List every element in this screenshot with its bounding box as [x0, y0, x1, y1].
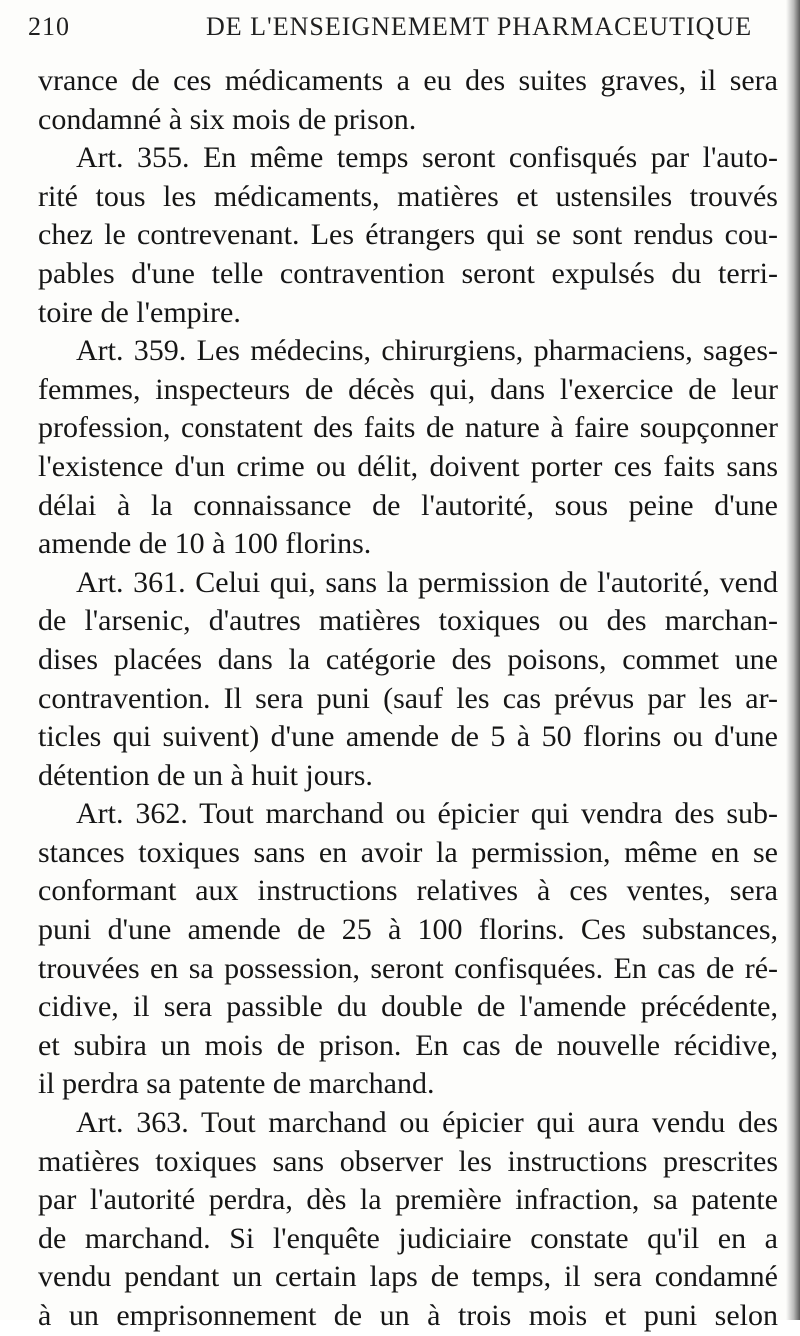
- text-line: puni d'une amende de 25 à 100 florins. Ces substances,: [38, 913, 778, 947]
- text-line: condamné à six mois de prison.: [38, 102, 417, 136]
- text-line: amende de 10 à 100 florins.: [38, 527, 372, 561]
- text-line: Art. 363. Tout marchand ou épicier qui aura vendu des: [76, 1106, 778, 1140]
- text-line: conformant aux instructions relatives à ces ventes, sera: [38, 874, 778, 908]
- text-line: rité tous les médicaments, matières et ustensiles trouvés: [38, 179, 778, 213]
- text-line: il perdra sa patente de marchand.: [38, 1067, 435, 1101]
- text-line: femmes, inspecteurs de décès qui, dans l'exercice de leur: [38, 372, 778, 406]
- text-line: par l'autorité perdra, dès la première infraction, sa patente: [38, 1183, 778, 1217]
- text-line: Art. 359. Les médecins, chirurgiens, pharmaciens, sages-: [76, 334, 778, 368]
- text-line: à un emprisonnement de un à trois mois et puni selon: [38, 1299, 778, 1332]
- text-line: Art. 362. Tout marchand ou épicier qui vendra des sub-: [76, 797, 778, 831]
- text-line: vrance de ces médicaments a eu des suites graves, il sera: [38, 64, 778, 97]
- page-edge-shadow: [786, 0, 800, 1320]
- text-line: ticles qui suivent) d'une amende de 5 à 50 florins ou d'une: [38, 720, 778, 754]
- text-line: chez le contrevenant. Les étrangers qui se sont rendus cou-: [38, 218, 778, 252]
- text-line: Art. 355. En même temps seront confisqués par l'auto-: [76, 141, 778, 175]
- text-line: et subira un mois de prison. En cas de nouvelle récidive,: [38, 1028, 778, 1062]
- text-line: l'existence d'un crime ou délit, doivent porter ces faits sans: [38, 449, 778, 483]
- text-line: toire de l'empire.: [38, 295, 241, 329]
- text-line: délai à la connaissance de l'autorité, sous peine d'une: [38, 488, 778, 522]
- text-line: pables d'une telle contravention seront expulsés du terri-: [38, 256, 778, 290]
- page-header: [28, 8, 768, 48]
- text-line: Art. 361. Celui qui, sans la permission de l'autorité, vend: [76, 565, 778, 599]
- text-line: dises placées dans la catégorie des poisons, commet une: [38, 642, 778, 676]
- text-line: détention de un à huit jours.: [38, 758, 373, 792]
- text-line: profession, constatent des faits de nature à faire soupçonner: [38, 411, 778, 445]
- text-line: vendu pendant un certain laps de temps, il sera condamné: [38, 1260, 778, 1294]
- text-line: stances toxiques sans en avoir la permission, même en se: [38, 835, 778, 869]
- text-line: cidive, il sera passible du double de l'amende précédente,: [38, 990, 778, 1024]
- text-line: trouvées en sa possession, seront confisquées. En cas de ré-: [38, 951, 778, 985]
- text-line: de l'arsenic, d'autres matières toxiques ou des marchan-: [38, 604, 778, 638]
- text-line: matières toxiques sans observer les instructions prescrites: [38, 1144, 778, 1178]
- running-title: DE L'ENSEIGNEMEMT PHARMACEUTIQUE: [206, 12, 753, 41]
- text-line: contravention. Il sera puni (sauf les cas prévus par les ar-: [38, 681, 778, 715]
- page-number: 210: [28, 12, 70, 41]
- body-text: [38, 62, 778, 1336]
- text-line: de marchand. Si l'enquête judiciaire constate qu'il en a: [38, 1221, 778, 1255]
